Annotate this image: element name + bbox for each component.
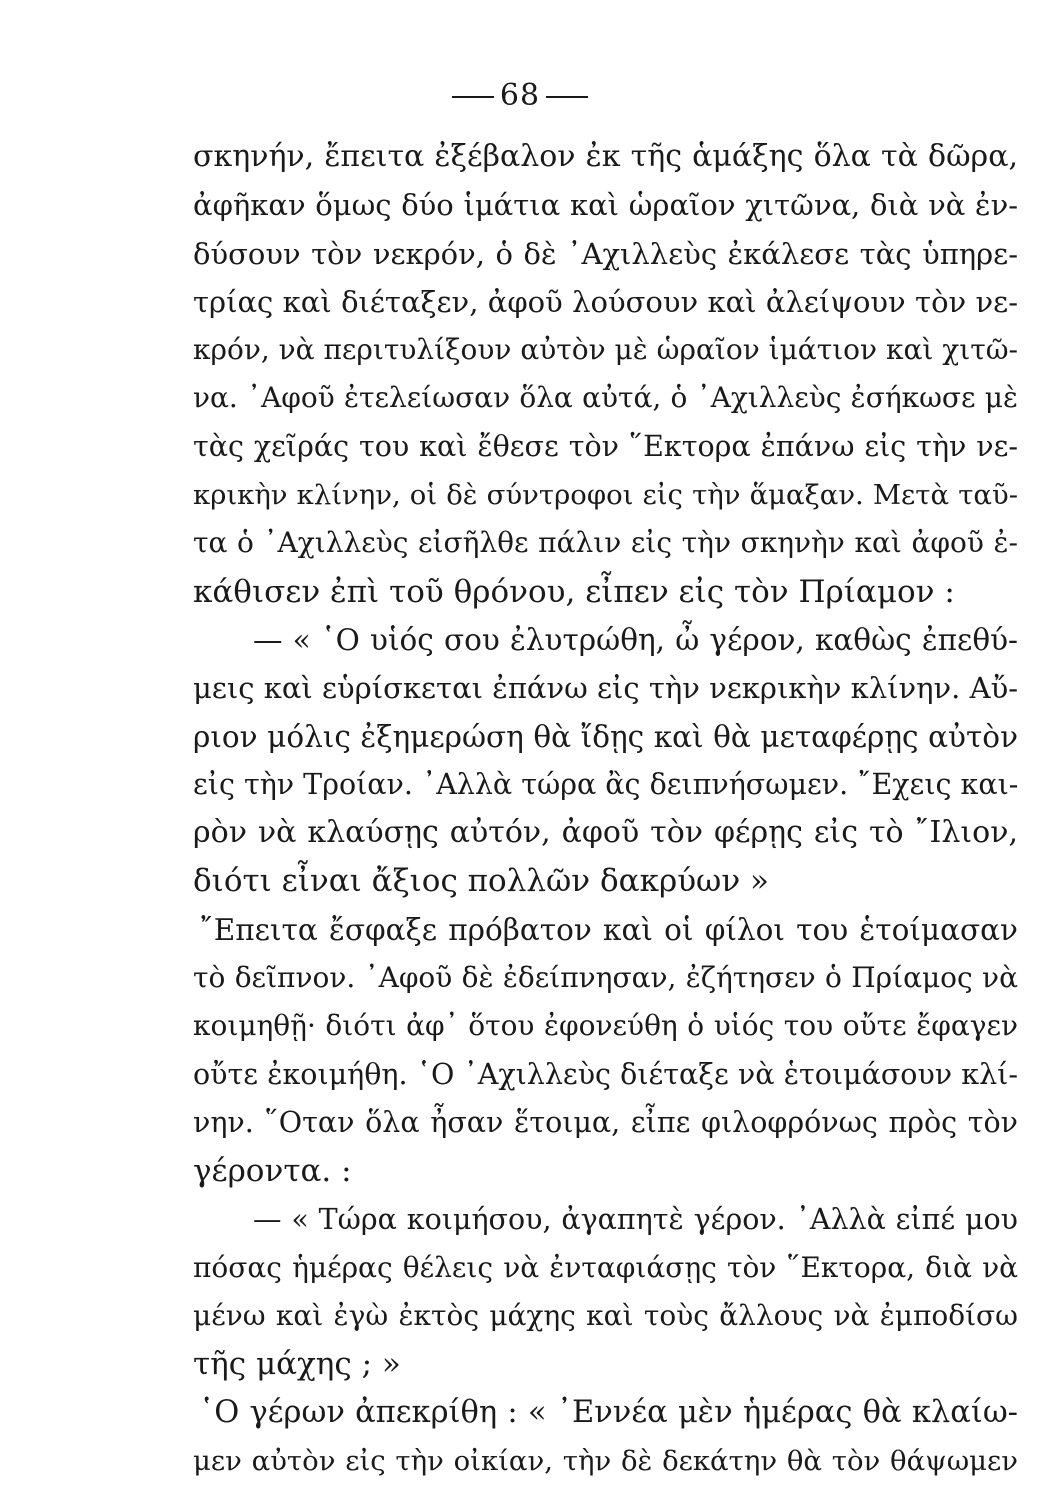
text-line: τῆς μάχης ; » <box>193 1346 401 1383</box>
text-line: πόσας ἡμέρας θέλεις νὰ ἐνταφιάσῃς τὸν ῞Εκτορα, διὰ νὰ <box>193 1250 1018 1284</box>
paragraph-start-line: ῾Ο γέρων ἀπεκρίθη : « ᾿Εννέα μὲν ἡμέρας θὰ κλαίω- <box>199 1394 1018 1430</box>
dialogue-line: — « Τώρα κοιμήσου, ἀγαπητὲ γέρον. ᾿Αλλὰ εἰπέ μου <box>253 1202 1018 1236</box>
text-line: κρόν, νὰ περιτυλίξουν αὐτὸν μὲ ὡραῖον ἱμάτιον καὶ χιτῶ- <box>193 333 1018 367</box>
text-line: εἰς τὴν Τροίαν. ᾿Αλλὰ τώρα ἂς δειπνήσωμεν. ῎Εχεις και- <box>193 767 1019 801</box>
text-line: μεν αὐτὸν εἰς τὴν οἰκίαν, τὴν δὲ δεκάτην θὰ τὸν θάψωμεν <box>193 1445 1018 1478</box>
body-text <box>193 133 1018 1485</box>
page-number-dash-left <box>452 96 494 98</box>
text-line: διότι εἶναι ἄξιος πολλῶν δακρύων » <box>193 863 769 900</box>
text-line: μένω καὶ ἐγὼ ἐκτὸς μάχης καὶ τοὺς ἄλλους νὰ ἐμποδίσω <box>193 1299 1018 1333</box>
text-line: δύσουν τὸν νεκρόν, ὁ δὲ ᾿Αχιλλεὺς ἐκάλεσε τὰς ὑπηρε- <box>193 236 1018 271</box>
text-line: κρικὴν κλίνην, οἱ δὲ σύντροφοι εἰς τὴν ἅμαξαν. Μετὰ ταῦ- <box>193 479 1018 512</box>
text-line: κάθισεν ἐπὶ τοῦ θρόνου, εἶπεν εἰς τὸν Πρίαμον : <box>193 573 955 610</box>
text-line: γέροντα. : <box>193 1153 352 1190</box>
text-line: κοιμηθῇ· διότι ἀφ᾿ ὅτου ἐφονεύθη ὁ υἱός του οὔτε ἔφαγεν <box>193 1009 1018 1043</box>
paragraph-start-line: ῎Επειτα ἔσφαξε πρόβατον καὶ οἱ φίλοι του ἑτοίμασαν <box>199 912 1018 947</box>
text-line: ριον μόλις ἐξημερώση θὰ ἴδῃς καὶ θὰ μεταφέρῃς αὐτὸν <box>193 719 1018 754</box>
page-number-dash-right <box>546 96 588 98</box>
text-line: τρίας καὶ διέταξεν, ἀφοῦ λούσουν καὶ ἀλείψουν τὸν νε- <box>193 284 1018 319</box>
text-line: σκηνήν, ἔπειτα ἐξέβαλον ἐκ τῆς ἁμάξης ὅλα τὰ δῶρα, <box>193 139 1018 174</box>
page-number-value: 68 <box>499 78 541 113</box>
text-line: τα ὁ ᾿Αχιλλεὺς εἰσῆλθε πάλιν εἰς τὴν σκηνὴν καὶ ἀφοῦ ἐ- <box>193 526 1018 560</box>
text-line: τὰς χεῖράς του καὶ ἔθεσε τὸν ῞Εκτορα ἐπάνω εἰς τὴν νε- <box>193 429 1018 463</box>
text-line: ρὸν νὰ κλαύσῃς αὐτόν, ἀφοῦ τὸν φέρῃς εἰς τὸ ῎Ιλιον, <box>193 815 1018 851</box>
text-line: οὔτε ἐκοιμήθη. ῾Ο ᾿Αχιλλεὺς διέταξε νὰ ἑτοιμάσουν κλί- <box>193 1057 1018 1091</box>
page-number <box>0 78 1040 113</box>
text-line: να. ᾿Αφοῦ ἐτελείωσαν ὅλα αὐτά, ὁ ᾿Αχιλλεὺς ἐσήκωσε μὲ <box>193 381 1018 415</box>
text-line: τὸ δεῖπνον. ᾿Αφοῦ δὲ ἐδείπνησαν, ἐζήτησεν ὁ Πρίαμος νὰ <box>193 961 1018 995</box>
dialogue-line: — « ῾Ο υἱός σου ἐλυτρώθη, ὦ γέρον, καθὼς ἐπεθύ- <box>253 622 1018 657</box>
text-line: νην. ῞Οταν ὅλα ἦσαν ἕτοιμα, εἶπε φιλοφρόνως πρὸς τὸν <box>193 1105 1018 1139</box>
text-line: ἀφῆκαν ὅμως δύο ἱμάτια καὶ ὡραῖον χιτῶνα, διὰ νὰ ἐν- <box>193 188 1018 223</box>
text-line: μεις καὶ εὑρίσκεται ἐπάνω εἰς τὴν νεκρικὴν κλίνην. Αὔ- <box>193 671 1018 706</box>
